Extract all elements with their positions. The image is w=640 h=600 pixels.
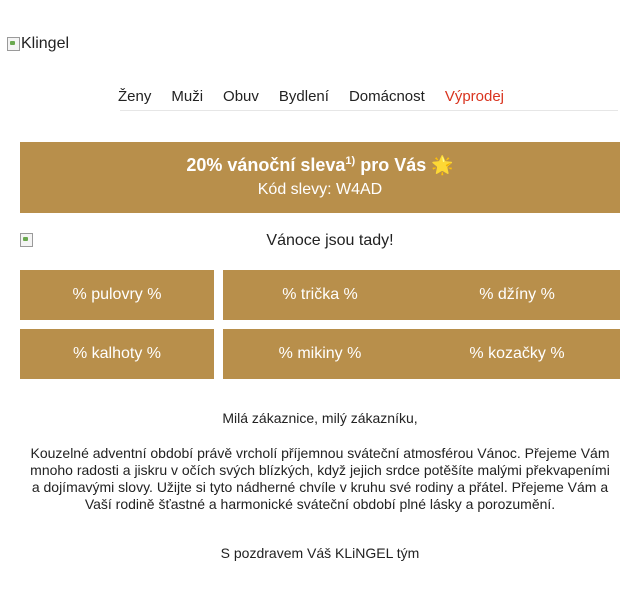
nav-item-domacnost[interactable]: Domácnost	[348, 88, 425, 105]
christmas-banner-alt: Vánoce jsou tady!	[266, 232, 394, 249]
promo-code: Kód slevy: W4AD	[257, 181, 383, 198]
main-nav	[118, 88, 504, 105]
star-icon: 🌟	[431, 155, 454, 175]
category-button-kalhoty[interactable]: % kalhoty %	[20, 329, 214, 379]
logo[interactable]	[7, 35, 69, 53]
nav-divider	[120, 110, 618, 111]
promo-title: 20% vánoční sleva$^{1)}$ pro Vás 🌟	[186, 155, 454, 175]
nav-item-bydleni[interactable]: Bydlení	[278, 88, 329, 105]
category-button-tricka[interactable]: % trička %	[223, 270, 417, 320]
category-button-kozacky[interactable]: % kozačky %	[414, 329, 620, 379]
broken-image-icon	[7, 37, 20, 51]
nav-item-muzi[interactable]: Muži	[171, 88, 204, 105]
promo-footnote-marker: 1)	[345, 155, 356, 167]
signoff-text: S pozdravem Váš KLiNGEL tým	[220, 545, 420, 561]
category-button-pulovry[interactable]: % pulovry %	[20, 270, 214, 320]
logo-alt-text: Klingel	[21, 35, 70, 52]
nav-item-vyprodej[interactable]: Výprodej	[444, 88, 505, 105]
nav-item-obuv[interactable]: Obuv	[223, 88, 259, 105]
nav-item-zeny[interactable]: Ženy	[118, 88, 152, 105]
letter-body: Kouzelné adventní období právě vrcholí příjemnou sváteční atmosférou Vánoc. Přejeme Vám mnoho radosti a jiskru v očích svých blízkých, když jejich srdce potěšíte malými překvapeními a dojímavými slovy. Užijte si tyto nádherné chvíle v kruhu své rodiny a přátel. Přejeme Vám a Vaší rodině šťastné a harmonické sváteční období plné lásky a porozumění.	[30, 445, 610, 512]
greeting-text: Milá zákaznice, milý zákazníku,	[222, 410, 418, 426]
promo-banner[interactable]	[20, 142, 620, 213]
category-button-mikiny[interactable]: % mikiny %	[223, 329, 417, 379]
christmas-banner[interactable]	[20, 230, 620, 252]
category-button-dziny[interactable]: % džíny %	[414, 270, 620, 320]
